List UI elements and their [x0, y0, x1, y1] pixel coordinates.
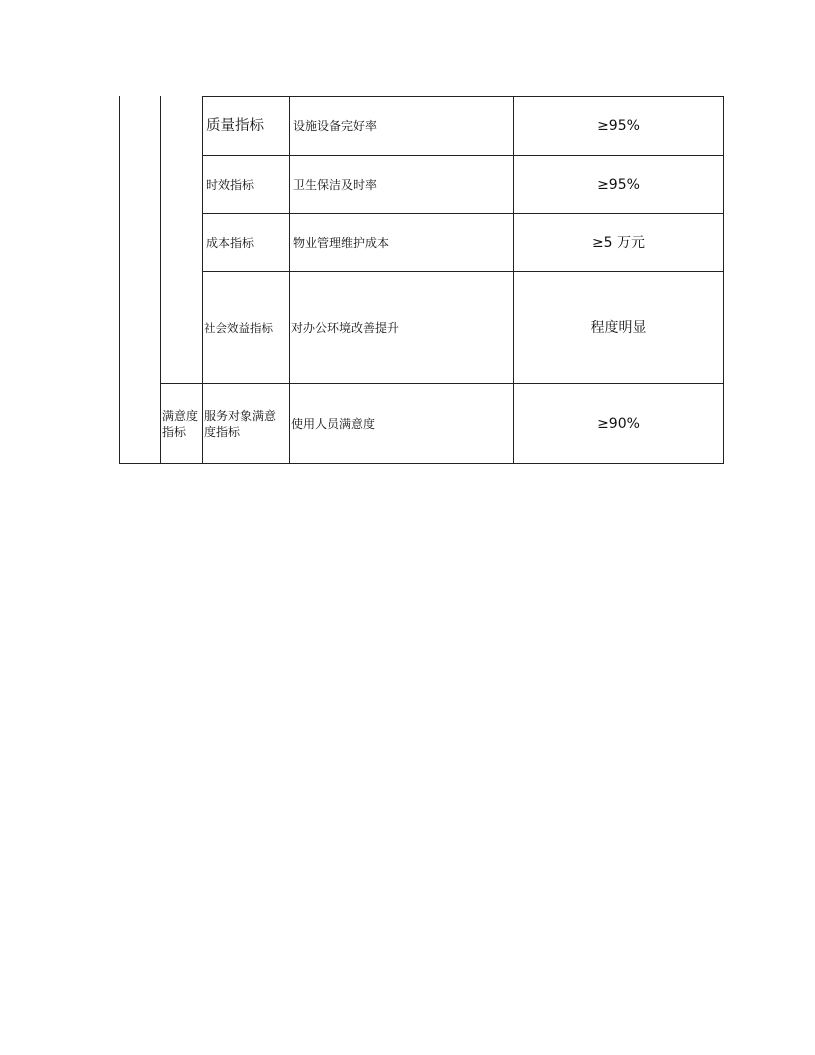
table-cell-indicator: 使用人员满意度 — [291, 416, 376, 431]
table-border-left — [119, 96, 120, 464]
table-cell-target: ≥90% — [597, 415, 640, 432]
table-border-right — [723, 96, 724, 464]
table-cell-target: ≥95% — [597, 118, 640, 134]
table-border-bottom — [119, 463, 724, 464]
table-cell-indicator: 对办公环境改善提升 — [291, 320, 400, 335]
table-cell-indicator: 设施设备完好率 — [293, 119, 378, 133]
table-cell-category: 社会效益指标 — [204, 320, 273, 335]
table-cell-target: ≥95% — [597, 176, 640, 193]
table-cell-category: 成本指标 — [206, 235, 255, 250]
table-cell-target: ≥5 万元 — [591, 234, 646, 251]
table-cell-indicator: 物业管理维护成本 — [293, 235, 390, 250]
table-cell-level2: 满意度指标 — [162, 408, 199, 439]
table-cell-category: 服务对象满意度指标 — [204, 408, 277, 439]
table-cell-category: 质量指标 — [206, 118, 264, 134]
table-cell-category: 时效指标 — [206, 177, 255, 192]
table-cell-indicator: 卫生保洁及时率 — [293, 177, 378, 192]
table-cell-target: 程度明显 — [590, 319, 647, 336]
